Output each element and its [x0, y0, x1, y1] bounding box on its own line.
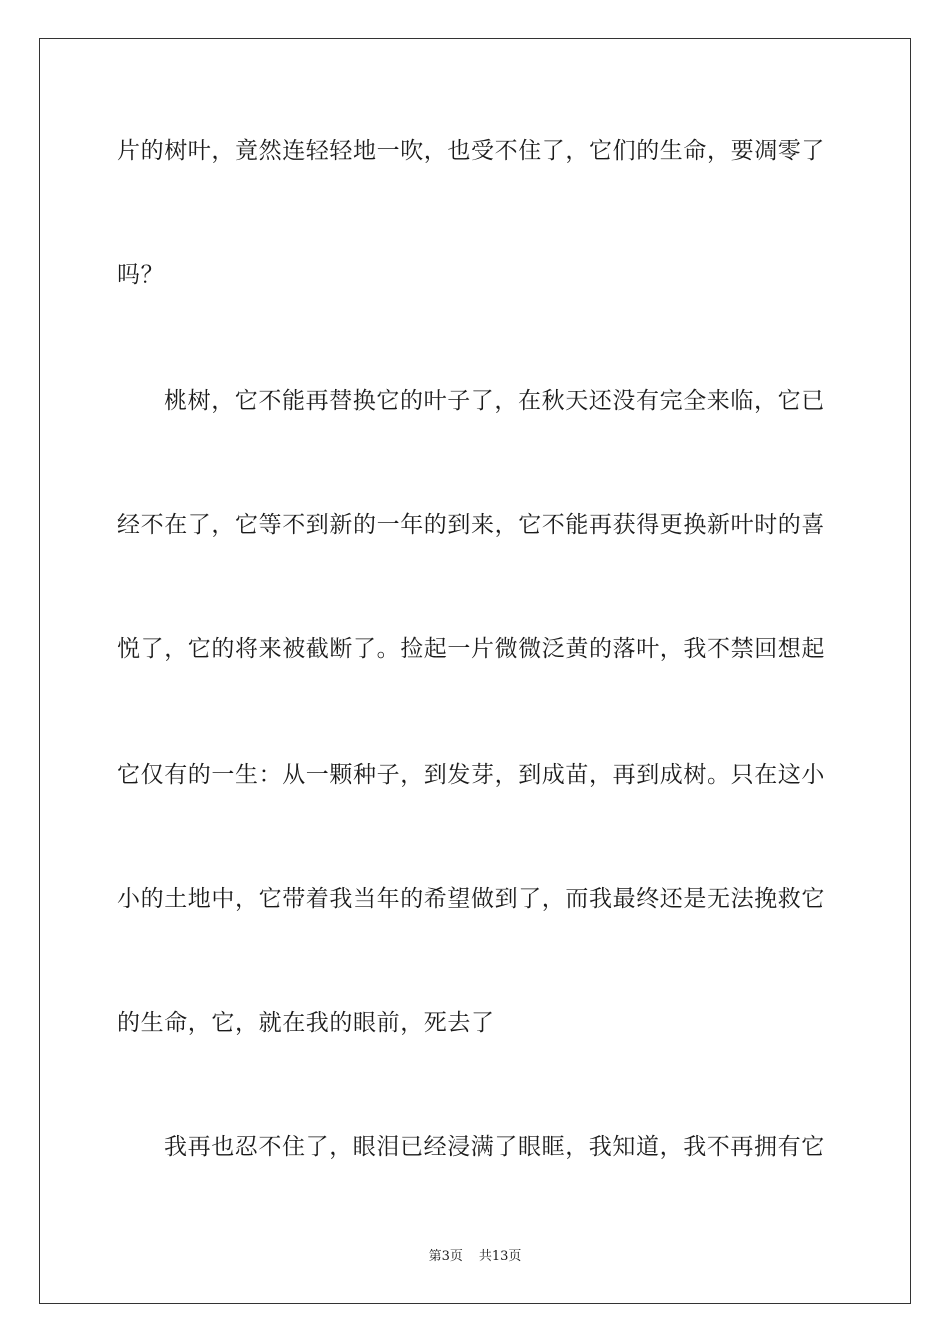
paragraph-line-4: 经不在了，它等不到新的一年的到来，它不能再获得更换新叶时的喜 — [117, 512, 825, 538]
page-number: 第3页 — [428, 1249, 463, 1264]
paragraph-line-3: 桃树，它不能再替换它的叶子了，在秋天还没有完全来临，它已 — [164, 388, 825, 414]
paragraph-line-7: 小的土地中，它带着我当年的希望做到了，而我最终还是无法挽救它 — [117, 886, 825, 912]
page-border — [39, 38, 911, 1304]
page-footer — [0, 1248, 950, 1266]
paragraph-line-9: 我再也忍不住了，眼泪已经浸满了眼眶，我知道，我不再拥有它 — [164, 1134, 825, 1160]
paragraph-line-1: 片的树叶，竟然连轻轻地一吹，也受不住了，它们的生命，要凋零了 — [117, 138, 825, 164]
paragraph-line-5: 悦了，它的将来被截断了。捡起一片微微泛黄的落叶，我不禁回想起 — [117, 636, 825, 662]
paragraph-line-2: 吗？ — [117, 262, 165, 288]
page-total: 共13页 — [478, 1249, 522, 1264]
paragraph-line-8: 的生命，它，就在我的眼前，死去了 — [117, 1010, 495, 1036]
paragraph-line-6: 它仅有的一生：从一颗种子，到发芽，到成苗，再到成树。只在这小 — [117, 762, 825, 788]
